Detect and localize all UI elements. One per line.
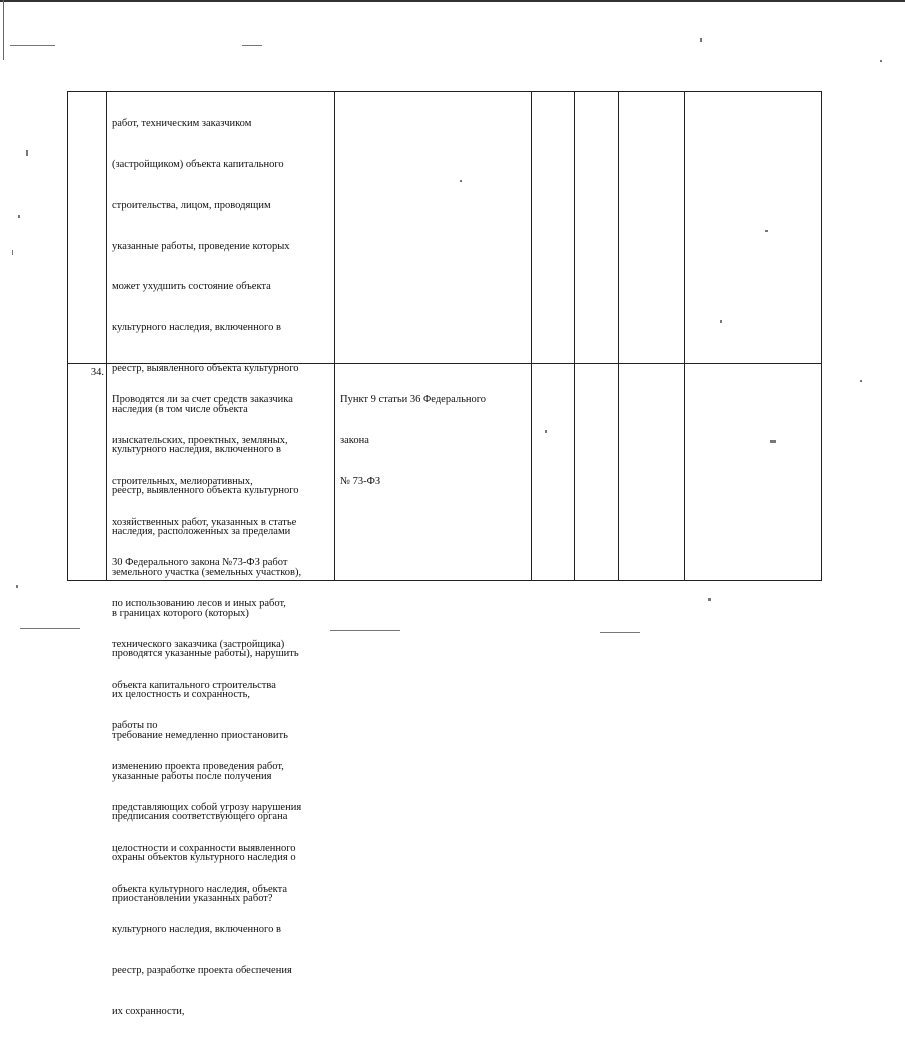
text-line: предписания соответствующего органа <box>112 811 288 823</box>
scan-noise <box>600 632 640 633</box>
col-border-reference <box>531 91 532 581</box>
scan-noise <box>10 45 55 46</box>
scan-noise <box>708 598 711 601</box>
text-line: наследия, расположенных за пределами <box>112 526 291 537</box>
text-line: Проводятся ли за счет средств заказчика <box>112 394 293 406</box>
text-line: строительных, мелиоративных, <box>112 475 253 487</box>
scan-noise <box>12 250 13 255</box>
scan-noise <box>460 180 462 182</box>
scan-noise <box>330 630 400 631</box>
scan-noise <box>770 440 776 443</box>
text-line: культурного наследия, включенного в <box>112 924 281 936</box>
legal-reference-text <box>340 366 486 516</box>
scan-noise <box>16 585 18 588</box>
text-line: изменению проекта проведения работ, <box>112 761 284 773</box>
text-line: № 73-ФЗ <box>340 475 381 487</box>
text-line: изыскательских, проектных, земляных, <box>112 434 288 446</box>
col-border-number <box>106 91 107 581</box>
col-border-c4 <box>574 91 575 581</box>
text-line: реестр, выявленного объекта культурного <box>112 485 299 497</box>
text-line: культурного наследия, включенного в <box>112 444 281 456</box>
text-line: объекта капитального строительства <box>112 679 276 691</box>
text-line: их сохранности, <box>112 1005 185 1017</box>
scan-noise <box>545 430 547 433</box>
text-line: в границах которого (которых) <box>112 607 249 619</box>
text-line: проводятся указанные работы), нарушить <box>112 648 299 660</box>
scan-noise <box>720 320 722 323</box>
scan-noise <box>880 60 882 62</box>
text-line: наследия (в том числе объекта <box>112 403 248 415</box>
scan-noise <box>700 38 702 42</box>
text-line: (застройщиком) объекта капитального <box>112 158 284 170</box>
text-line: указанные работы, проведение которых <box>112 240 290 252</box>
scan-edge-mark <box>3 0 4 60</box>
scan-noise <box>860 380 862 382</box>
col-border-left <box>67 91 68 581</box>
text-line: культурного наследия, включенного в <box>112 322 281 334</box>
text-line: целостности и сохранности выявленного <box>112 842 296 854</box>
text-line: может ухудшить состояние объекта <box>112 281 271 293</box>
page-top-border <box>0 0 905 2</box>
text-line: требование немедленно приостановить <box>112 729 288 741</box>
scan-noise <box>20 628 80 629</box>
col-border-c6 <box>684 91 685 581</box>
scan-noise <box>26 150 28 156</box>
text-line: технического заказчика (застройщика) <box>112 638 285 650</box>
scan-noise <box>242 45 262 46</box>
text-line: 30 Федерального закона №73-ФЗ работ <box>112 557 288 569</box>
col-border-right <box>821 91 822 581</box>
text-line: охраны объектов культурного наследия о <box>112 852 296 864</box>
scan-noise <box>18 215 20 218</box>
text-line: работ, техническим заказчиком <box>112 118 252 130</box>
col-border-requirement <box>334 91 335 581</box>
text-line: объекта культурного наследия, объекта <box>112 883 287 895</box>
row-number: 34. <box>90 367 104 378</box>
text-line: указанные работы после получения <box>112 770 272 782</box>
text-line: работы по <box>112 720 158 732</box>
col-border-c5 <box>618 91 619 581</box>
requirement-text <box>112 366 301 1046</box>
scan-noise <box>765 230 768 232</box>
text-line: приостановлении указанных работ? <box>112 893 273 905</box>
text-line: земельного участка (земельных участков), <box>112 566 302 578</box>
text-line: представляющих собой угрозу нарушения <box>112 802 302 813</box>
text-line: реестр, выявленного объекта культурного <box>112 362 299 374</box>
text-line: по использованию лесов и иных работ, <box>112 598 286 610</box>
text-line: Пункт 9 статьи 36 Федерального <box>340 394 487 406</box>
text-line: закона <box>340 434 369 446</box>
text-line: реестр, разработке проекта обеспечения <box>112 965 292 977</box>
text-line: хозяйственных работ, указанных в статье <box>112 516 297 528</box>
text-line: их целостность и сохранность, <box>112 689 251 701</box>
text-line: строительства, лицом, проводящим <box>112 199 271 211</box>
